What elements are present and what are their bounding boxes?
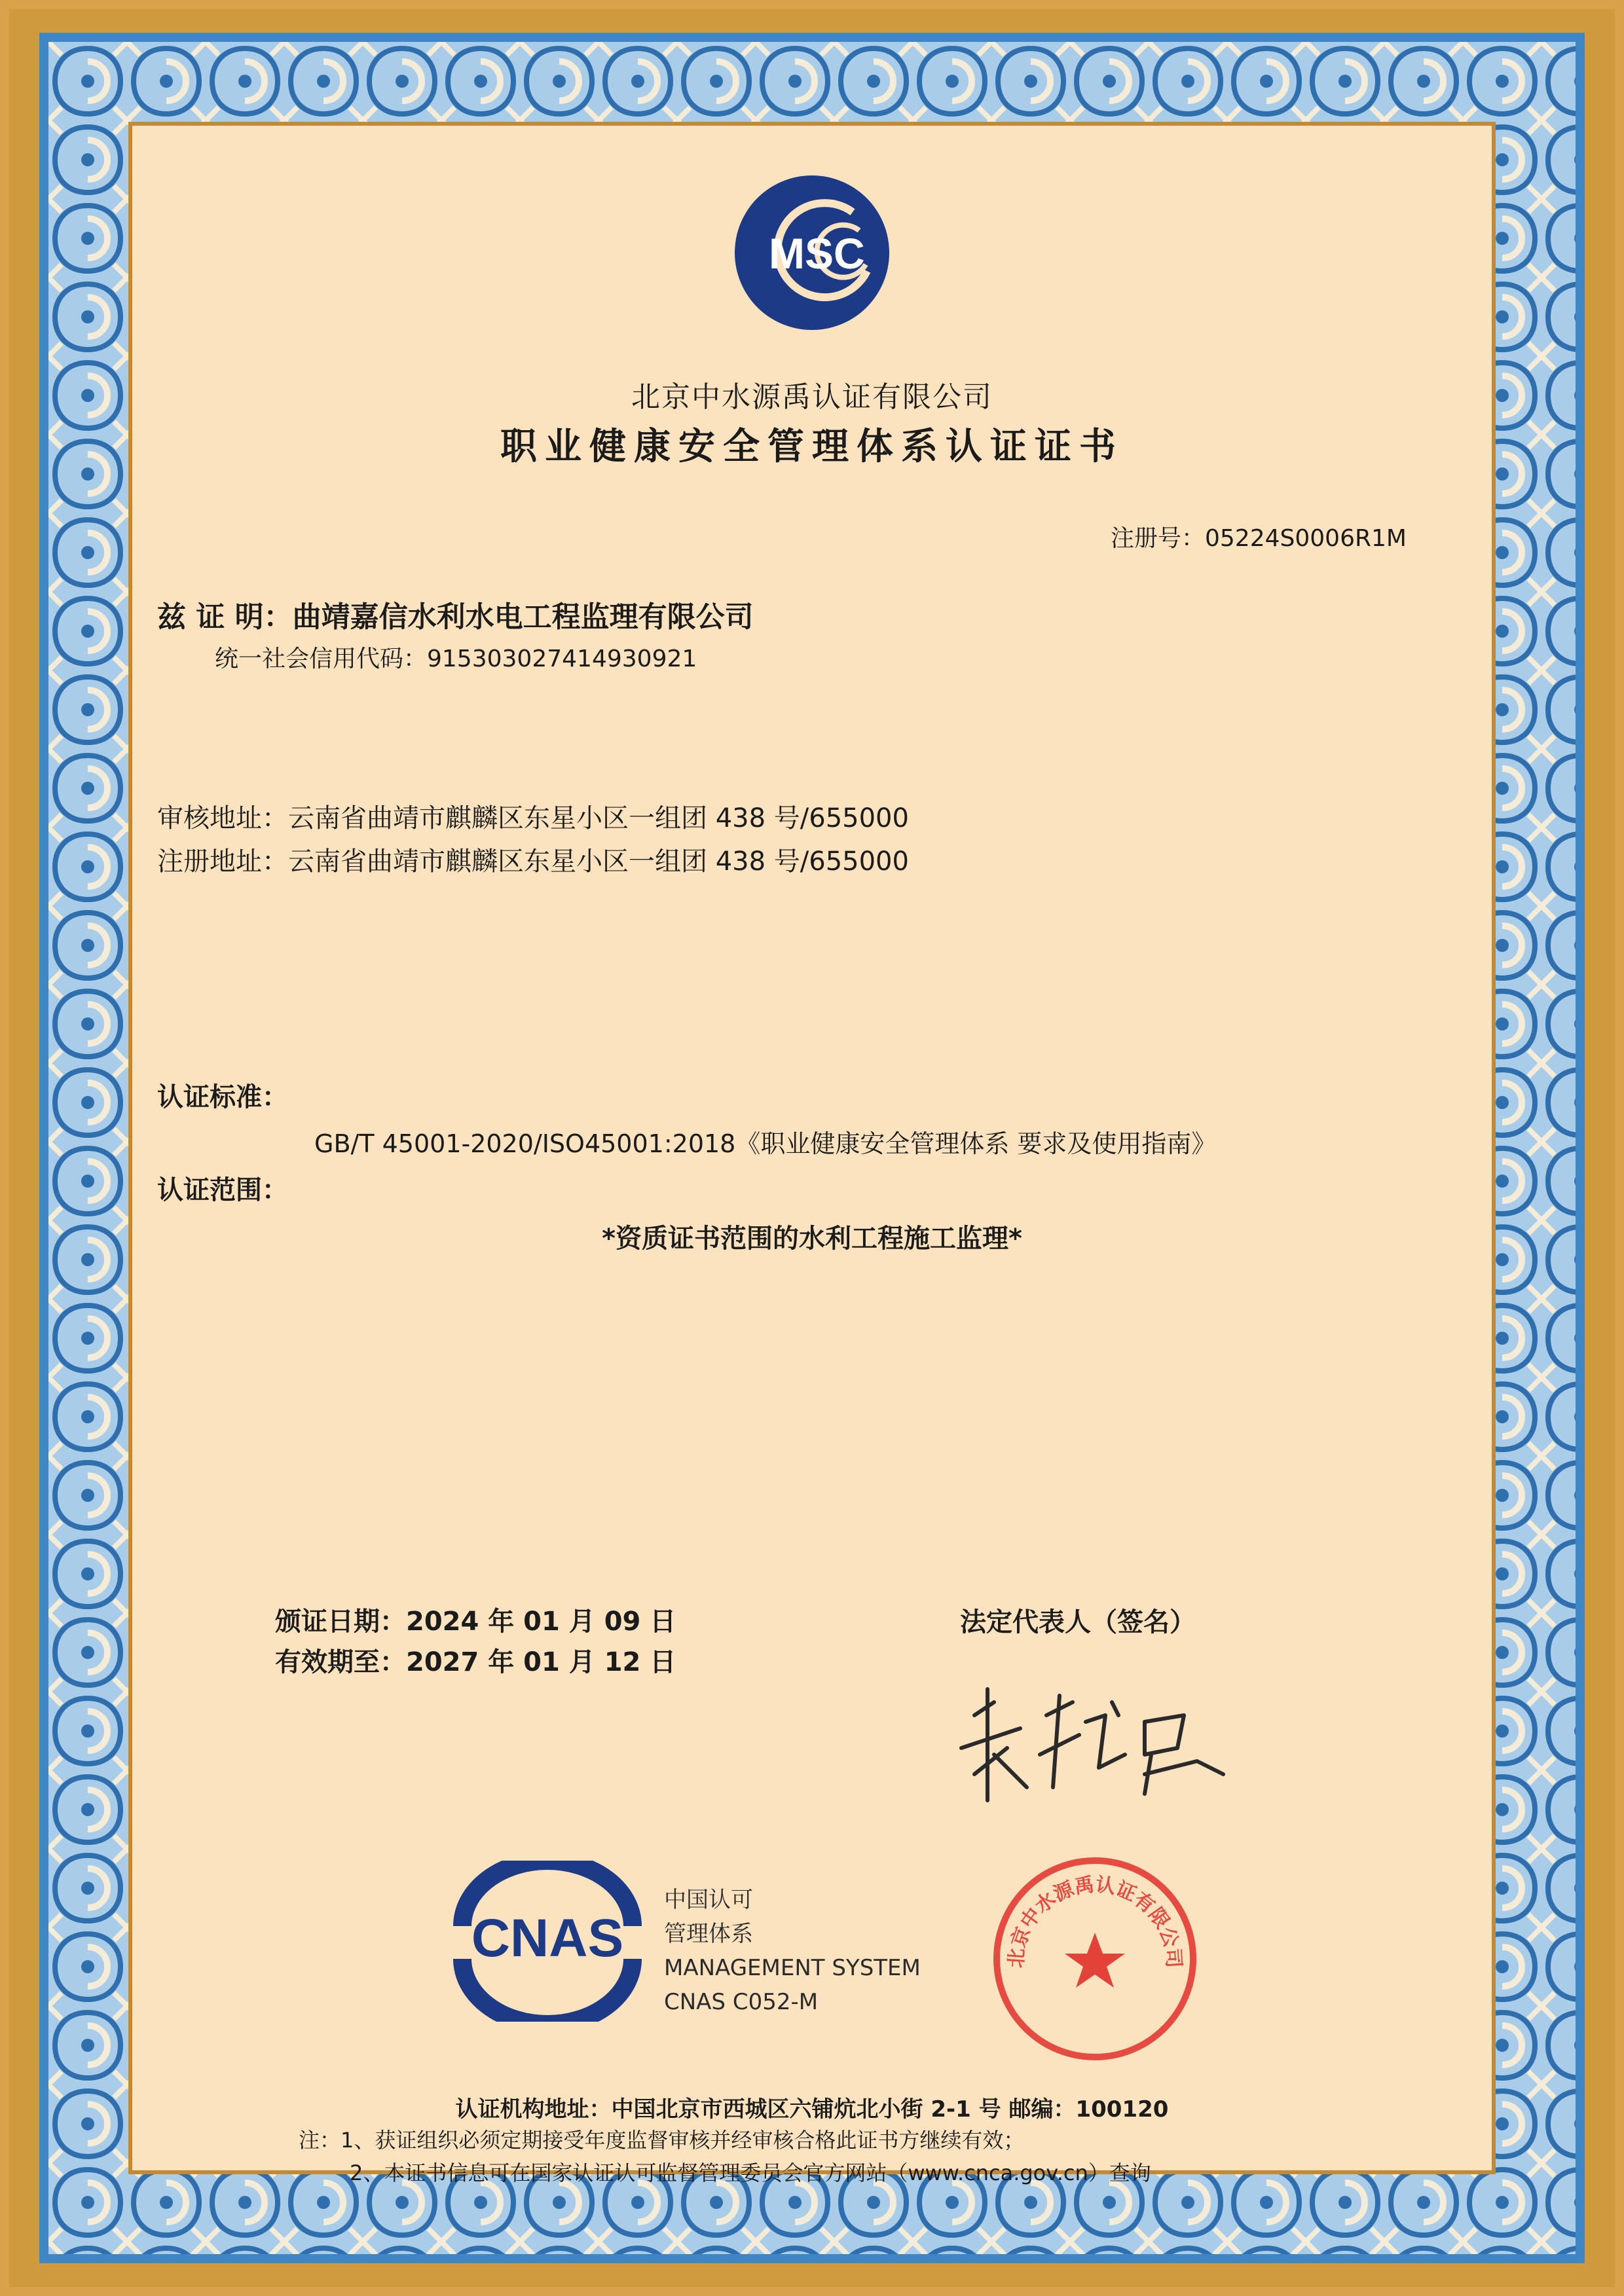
cnas-line-4: CNAS C052-M [664, 1989, 819, 2015]
seal-star [1065, 1933, 1125, 1988]
validity-dates [275, 1601, 676, 1683]
standard-label: 认证标准： [157, 1082, 288, 1112]
certificate-title: 职业健康安全管理体系认证证书 [500, 426, 1124, 468]
valid-until-date: 有效期至：2027 年 01 月 12 日 [275, 1647, 676, 1677]
issue-date: 颁证日期：2024 年 01 月 09 日 [275, 1607, 676, 1637]
scope-label: 认证范围： [157, 1175, 288, 1205]
certification-body-address: 认证机构地址：中国北京市西城区六铺炕北小街 2-1 号 邮编：100120 [455, 2096, 1169, 2123]
registration-number: 注册号：05224S0006R1M [1111, 525, 1407, 552]
cnas-logo [443, 1861, 652, 2022]
handwritten-signature [948, 1676, 1249, 1807]
audit-address: 审核地址：云南省曲靖市麒麟区东星小区一组团 438 号/655000 [157, 803, 909, 833]
registered-address: 注册地址：云南省曲靖市麒麟区东星小区一组团 438 号/655000 [157, 847, 909, 877]
cnas-line-2: 管理体系 [664, 1921, 753, 1947]
scope-value: *资质证书范围的水利工程施工监理* [602, 1224, 1022, 1254]
note-1: 注：1、获证组织必须定期接受年度监督审核并经审核合格此证书方继续有效； [299, 2128, 1025, 2153]
standard-value: GB/T 45001-2020/ISO45001:2018《职业健康安全管理体系 要求及使用指南》 [314, 1129, 1217, 1158]
seal-text: 北京中水源禹认证有限公司 [1005, 1873, 1185, 1969]
company-seal [990, 1854, 1200, 2064]
cnas-line-3: MANAGEMENT SYSTEM [664, 1955, 921, 1981]
cnas-line-1: 中国认可 [664, 1887, 753, 1913]
credit-code: 统一社会信用代码：915303027414930921 [215, 646, 697, 672]
msc-logo [728, 173, 900, 333]
holder-name: 曲靖嘉信水利水电工程监理有限公司 [292, 600, 754, 634]
msc-logo-text: MSC [769, 229, 865, 278]
issuer-name: 北京中水源禹认证有限公司 [631, 380, 993, 414]
holder-line [157, 593, 754, 635]
cnas-accreditation-text [664, 1883, 921, 2019]
note-2: 2、本证书信息可在国家认证认可监督管理委员会官方网站（www.cnca.gov.cn）查询 [350, 2160, 1151, 2185]
cnas-logo-text: CNAS [471, 1908, 624, 1968]
holder-label: 兹 证 明： [157, 600, 293, 634]
legal-representative-label: 法定代表人（签名） [960, 1607, 1196, 1637]
